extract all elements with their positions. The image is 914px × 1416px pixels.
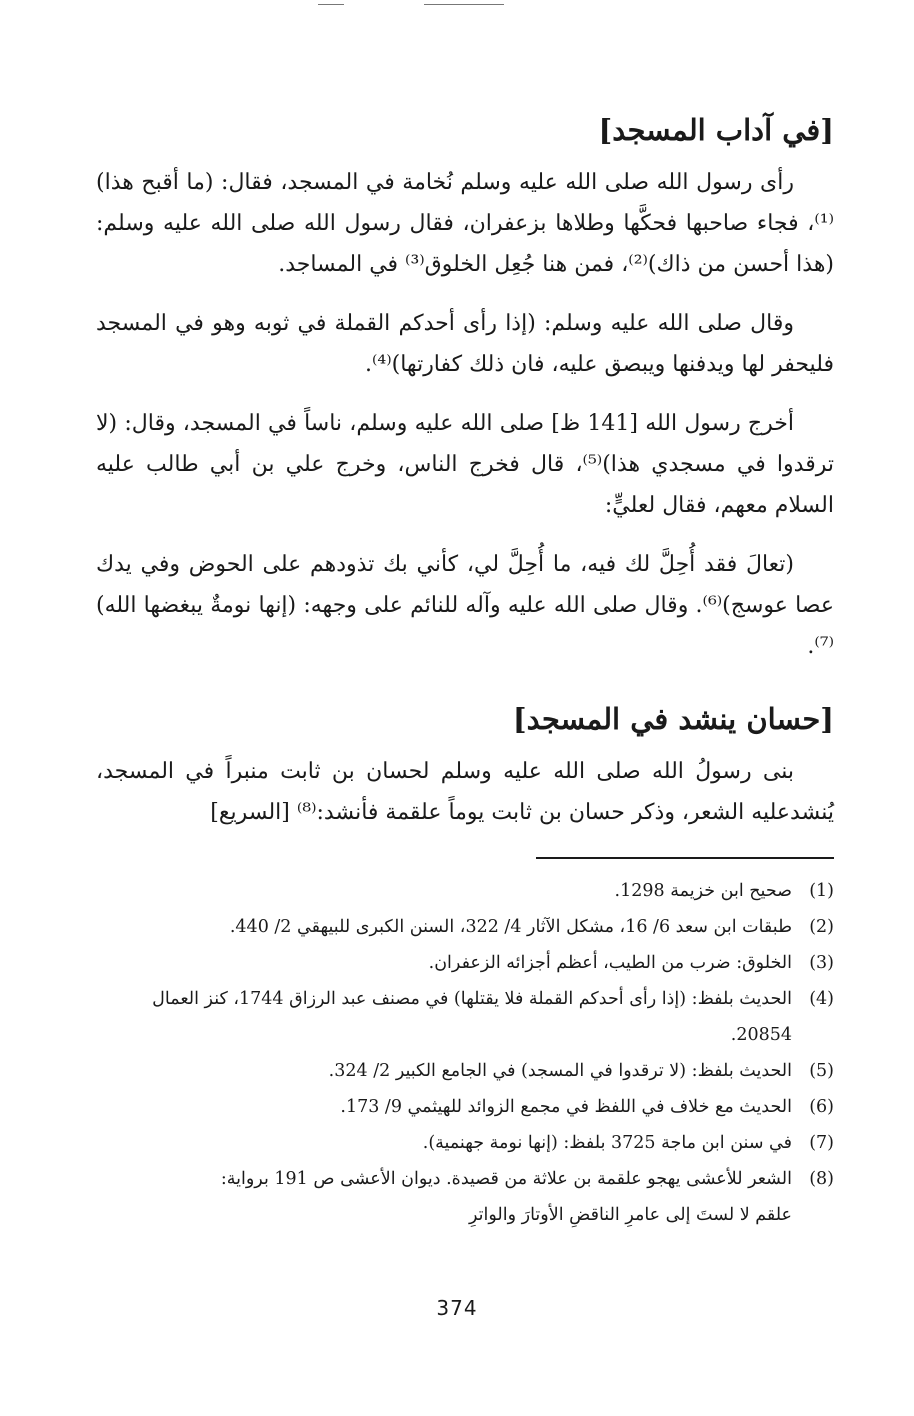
footnote-item	[96, 1089, 834, 1125]
footnote-text: الشعر للأعشى يهجو علقمة بن علاثة من قصيدة. ديوان الأعشى ص 191 برواية:	[220, 1169, 792, 1189]
footnote-item	[96, 981, 834, 1053]
footnote-item	[96, 909, 834, 945]
footnote-item	[96, 1053, 834, 1089]
footnote-number: (1)	[809, 881, 834, 901]
top-rule-right	[424, 4, 504, 5]
footnote-number: (3)	[809, 953, 834, 973]
paragraph: بنى رسولُ الله صلى الله عليه وسلم لحسان بن ثابت منبراً في المسجد، يُنشدعليه الشعر، وذكر حسان بن ثابت يوماً علقمة فأنشد:⁽⁸⁾ [السريع]	[96, 759, 834, 825]
footnote-body	[96, 1161, 792, 1233]
footnote-text: الخلوق: ضرب من الطيب، أعظم أجزائه الزعفران.	[428, 953, 792, 973]
footnote-text: صحيح ابن خزيمة 1298.	[614, 881, 792, 901]
paragraph: (تعالَ فقد أُحِلَّ لك فيه، ما أُحِلَّ لي، كأني بك تذودهم على الحوض وفي يدك عصا عوسج)⁽⁶⁾. وقال صلى الله عليه وآله للنائم على وجهه: (إنها نومةٌ يبغضها الله)⁽⁷⁾.	[96, 552, 834, 659]
section-heading: [في آداب المسجد]	[598, 113, 834, 147]
footnote-item	[96, 873, 834, 909]
footnote-text: الحديث مع خلاف في اللفظ في مجمع الزوائد للهيثمي 9/ 173.	[340, 1097, 792, 1117]
page-number: 374	[436, 1296, 478, 1320]
footnote-item	[96, 1125, 834, 1161]
section-heading: [حسان ينشد في المسجد]	[512, 702, 834, 736]
poetry-verse: علقم لا لستَ إلى عامرِ الناقضِ الأوتارَ والواترِ	[469, 1205, 792, 1225]
section-hassan	[96, 697, 834, 833]
paragraph: وقال صلى الله عليه وسلم: (إذا رأى أحدكم القملة في ثوبه وهو في المسجد فليحفر لها ويدفنها ويبصق عليه، فان ذلك كفارتها)⁽⁴⁾.	[96, 311, 834, 377]
footnote-number: (6)	[809, 1097, 834, 1117]
footnote-separator	[536, 857, 834, 859]
footnote-number: (2)	[809, 917, 834, 937]
page-body	[96, 108, 834, 1233]
paragraph: أخرج رسول الله [141 ظ] صلى الله عليه وسلم، ناساً في المسجد، وقال: (لا ترقدوا في مسجدي هذا)⁽⁵⁾، قال فخرج الناس، وخرج علي بن أبي طالب عليه السلام معهم، فقال لعليٍّ:	[96, 411, 834, 518]
footnote-number: (4)	[809, 989, 834, 1009]
footnote-text: الحديث بلفظ: (لا ترقدوا في المسجد) في الجامع الكبير 2/ 324.	[328, 1061, 792, 1081]
footnote-text: الحديث بلفظ: (إذا رأى أحدكم القملة فلا يقتلها) في مصنف عبد الرزاق 1744، كنز العمال 20854.	[152, 989, 792, 1045]
footnote-number: (8)	[809, 1169, 834, 1189]
footnote-item	[96, 945, 834, 981]
footnote-text: في سنن ابن ماجة 3725 بلفظ: (إنها نومة جهنمية).	[422, 1133, 792, 1153]
footnote-item	[96, 1161, 834, 1233]
footnote-number: (7)	[809, 1133, 834, 1153]
footnote-text: طبقات ابن سعد 6/ 16، مشكل الآثار 4/ 322، السنن الكبرى للبيهقي 2/ 440.	[229, 917, 792, 937]
footnotes-list	[96, 873, 834, 1233]
footnote-number: (5)	[809, 1061, 834, 1081]
paragraph: رأى رسول الله صلى الله عليه وسلم نُخامة في المسجد، فقال: (ما أقبح هذا)⁽¹⁾، فجاء صاحبها فحكَّها وطلاها بزعفران، فقال رسول الله صلى الله عليه وسلم: (هذا أحسن من ذاك)⁽²⁾، فمن هنا جُعِل الخلوق⁽³⁾ في المساجد.	[96, 170, 834, 277]
section-mosque-etiquette	[96, 108, 834, 667]
top-rule-left	[318, 4, 344, 5]
